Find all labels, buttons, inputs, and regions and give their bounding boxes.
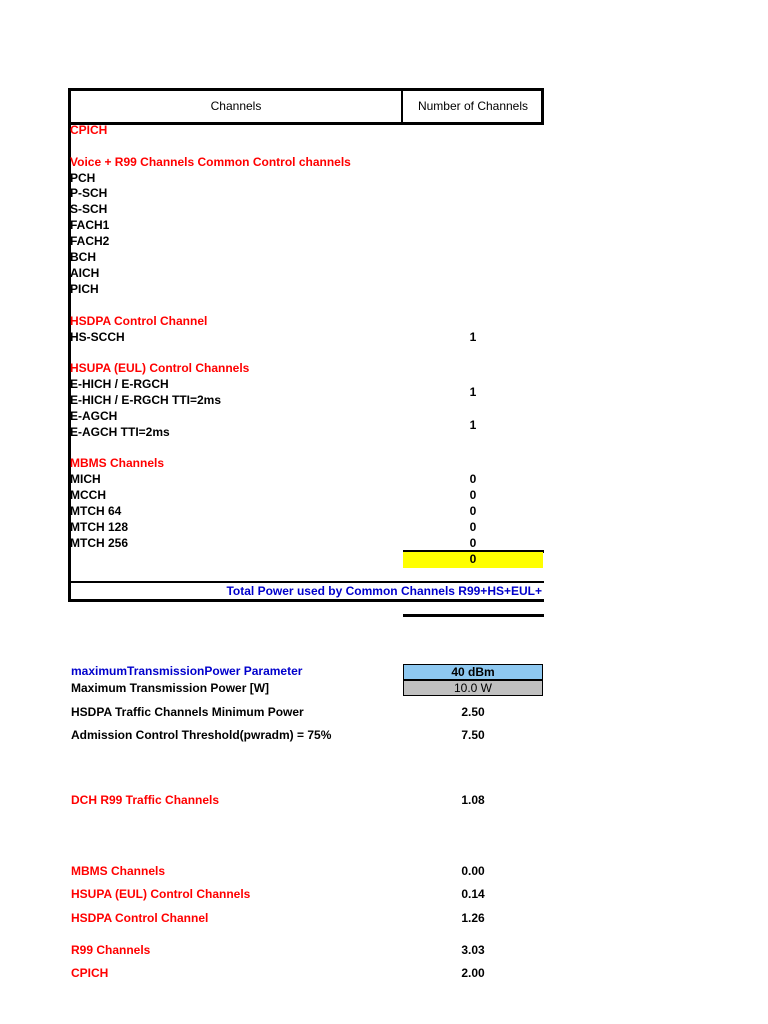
row-pich: PICH	[70, 282, 99, 296]
row-mtch128: MTCH 128	[70, 520, 129, 534]
row-voice-r99: Voice + R99 Channels Common Control channels	[70, 155, 351, 169]
column-header-channels: Channels	[210, 99, 262, 113]
admission-value: 7.50	[461, 728, 485, 742]
total-top-border	[68, 581, 544, 583]
mbms-label: MBMS Channels	[71, 864, 166, 878]
hsdpa-min-label: HSDPA Traffic Channels Minimum Power	[71, 705, 304, 719]
max-tx-param-label: maximumTransmissionPower Parameter	[71, 664, 303, 678]
admission-label: Admission Control Threshold(pwradm) = 75%	[71, 728, 332, 742]
value-mcch: 0	[469, 488, 477, 502]
total-power-label: Total Power used by Common Channels R99+HS+EUL+	[226, 584, 542, 598]
row-eagch: E-AGCH	[70, 409, 118, 423]
value-ehich: 1	[469, 385, 477, 399]
max-tx-power-label: Maximum Transmission Power [W]	[71, 681, 270, 695]
hsdpa-ctrl-value: 1.26	[461, 911, 485, 925]
cpich-label: CPICH	[71, 966, 109, 980]
hsdpa-ctrl-label: HSDPA Control Channel	[71, 911, 209, 925]
hsdpa-min-value: 2.50	[461, 705, 485, 719]
row-ssch: S-SCH	[70, 202, 108, 216]
separator-line	[403, 614, 544, 617]
row-mtch256: MTCH 256	[70, 536, 129, 550]
row-fach1: FACH1	[70, 218, 110, 232]
row-fach2: FACH2	[70, 234, 110, 248]
row-mich: MICH	[70, 472, 101, 486]
column-header-number: Number of Channels	[417, 99, 529, 113]
r99-value: 3.03	[461, 943, 485, 957]
table-bottom-border	[68, 599, 544, 602]
hsupa-value: 0.14	[461, 887, 485, 901]
row-mbms: MBMS Channels	[70, 456, 165, 470]
hsupa-label: HSUPA (EUL) Control Channels	[71, 887, 251, 901]
row-pch: PCH	[70, 171, 96, 185]
dch-value: 1.08	[461, 793, 485, 807]
row-hs-scch: HS-SCCH	[70, 330, 125, 344]
row-aich: AICH	[70, 266, 100, 280]
value-hs-scch: 1	[469, 330, 477, 344]
mbms-value: 0.00	[461, 864, 485, 878]
dch-label: DCH R99 Traffic Channels	[71, 793, 220, 807]
row-ehich-tti: E-HICH / E-RGCH TTI=2ms	[70, 393, 222, 407]
row-hsdpa-control: HSDPA Control Channel	[70, 314, 208, 328]
max-tx-param-input[interactable]: 40 dBm	[403, 664, 543, 680]
value-mtch256: 0	[469, 536, 477, 550]
row-eagch-tti: E-AGCH TTI=2ms	[70, 425, 170, 439]
row-cpich: CPICH	[70, 123, 108, 137]
row-hsupa-control: HSUPA (EUL) Control Channels	[70, 361, 250, 375]
value-mich: 0	[469, 472, 477, 486]
max-tx-power-value: 10.0 W	[403, 680, 543, 696]
value-eagch: 1	[469, 418, 477, 432]
row-bch: BCH	[70, 250, 96, 264]
row-psch: P-SCH	[70, 186, 108, 200]
row-ehich: E-HICH / E-RGCH	[70, 377, 169, 391]
value-mtch128: 0	[469, 520, 477, 534]
row-mtch64: MTCH 64	[70, 504, 122, 518]
cpich-value: 2.00	[461, 966, 485, 980]
r99-label: R99 Channels	[71, 943, 151, 957]
row-mcch: MCCH	[70, 488, 106, 502]
value-mtch64: 0	[469, 504, 477, 518]
value-yellow-total: 0	[469, 552, 477, 566]
